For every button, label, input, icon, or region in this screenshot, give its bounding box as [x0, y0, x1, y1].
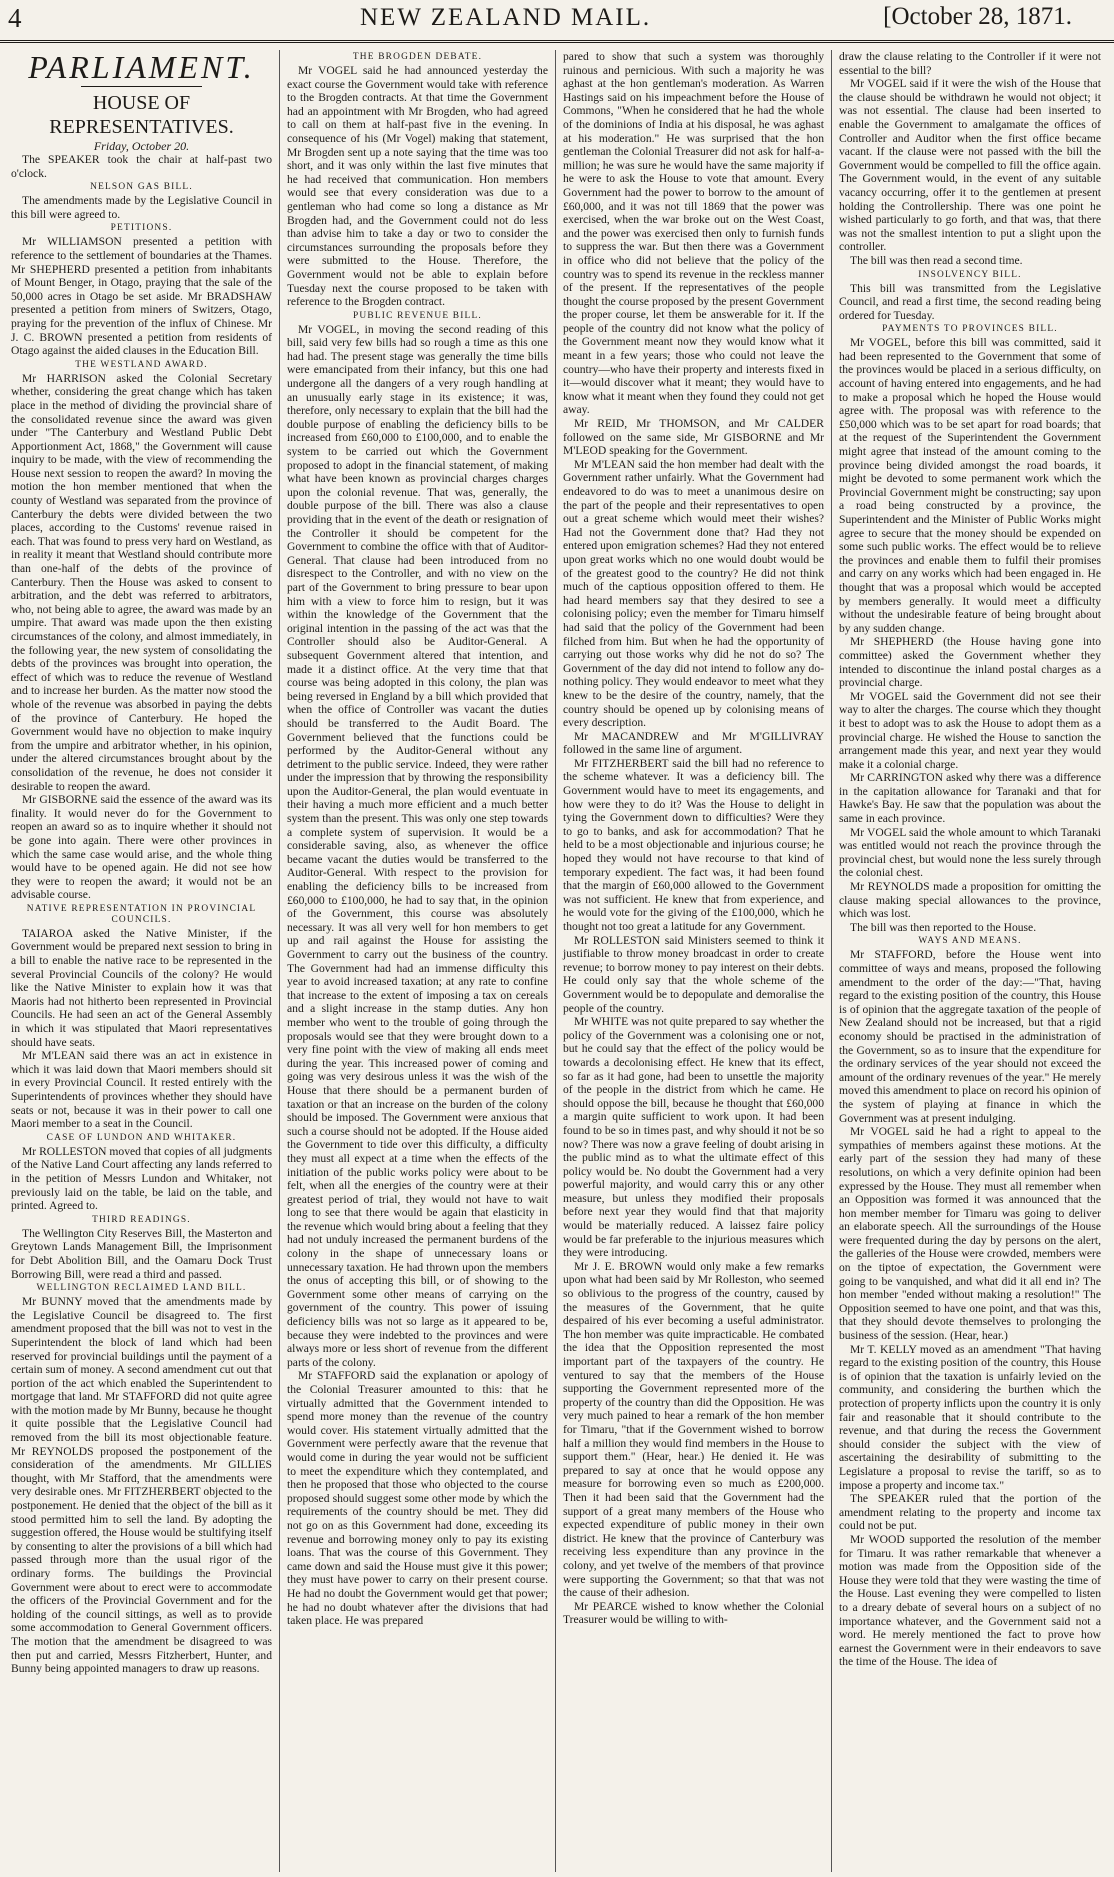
paragraph: draw the clause relating to the Controller if it were not essential to the bill?	[839, 50, 1101, 77]
subheading: NELSON GAS BILL.	[90, 182, 193, 193]
section-title: PARLIAMENT.	[28, 50, 255, 85]
issue-date: [October 28, 1871.	[883, 3, 1072, 30]
paragraph: Mr SHEPHERD (the House having gone into committee) asked the Government whether they intended to discontinue the inland postal charges as a provincial charge.	[839, 635, 1101, 690]
paragraph: Mr M'LEAN said there was an act in existence in which it was laid down that Maori members should sit in every Provincial Council. It rested entirely with the Superintendents of provinces whether they should have seats or not, because it was in their power to call one Maori member to a seat in the Council.	[11, 1049, 272, 1131]
paragraph: Mr ROLLESTON moved that copies of all judgments of the Native Land Court affecting any lands referred to in the petition of Messrs Lundon and Whitaker, not previously laid on the table, be laid on the table, and printed. Agreed to.	[11, 1144, 272, 1213]
subheading: WELLINGTON RECLAIMED LAND BILL.	[36, 1283, 247, 1294]
subheading: PUBLIC REVENUE BILL.	[353, 310, 482, 321]
column-4	[832, 50, 1108, 1872]
title-rule	[81, 86, 202, 87]
subheading: THE BROGDEN DEBATE.	[352, 52, 483, 62]
paragraph: Mr REID, Mr THOMSON, and Mr CALDER followed on the same side, Mr GISBORNE and Mr M'LEOD speaking for the Government.	[563, 417, 824, 458]
paragraph: This bill was transmitted from the Legislative Council, and read a first time, the second reading being ordered for Tuesday.	[839, 281, 1101, 322]
subheading: NATIVE REPRESENTATION IN PROVINCIAL COUNCILS.	[26, 903, 257, 925]
paragraph: Mr VOGEL, before this bill was committed, said it had been represented to the Government that some of the provinces would be placed in a serious difficulty, on account of having entered into engagements, and he had to make a proposal which he hoped the House would agree with. The proposal was with reference to the £50,000 which was to be set apart for road boards; that at the request of the Superintendent the Government might agree that instead of the amount coming to the province being divided amongst the road boards, it might be devoted to some permanent work which the Provincial Government might be constructing; say upon a road being constructed by a province, the Superintendent and the Minister of Public Works might agree to secure that the money should be expended on some such public works. The effect would be to relieve the provinces and enable them to fulfil their promises and carry on any works which had been engaged in. He thought that was a proposal which would be accepted by members generally. It would meet a difficulty without the undesirable feature of being brought about by any sudden change.	[839, 336, 1101, 635]
paragraph: Mr VOGEL said the whole amount to which Taranaki was entitled would not reach the province through the provincial chest, but would none the less surely through the colonial chest.	[839, 825, 1101, 880]
paragraph: Mr PEARCE wished to know whether the Colonial Treasurer would be willing to with-	[563, 1599, 824, 1627]
paragraph: The SPEAKER ruled that the portion of the amendment relating to the property and income tax could not be put.	[839, 1492, 1101, 1533]
paragraph: Mr HARRISON asked the Colonial Secretary whether, considering the great change which has taken place in the method of dividing the provincial share of the consolidated revenue since the award was given under "The Canterbury and Westland Public Debt Apportionment Act, 1868," the Government will cause inquiry to be made, with the view of recommending the House next session to reopen the award? In moving the motion the hon member mentioned that when the county of Westland was separated from the province of Canterbury the debts were divided between the two places, according to the Customs' revenue raised in each. That was found to press very hard on Westland, as in reality it meant that Westland should contribute more than one-half of the debts of the province of Canterbury. Then the House was asked to consent to arbitration, and the debt was referred to arbitrators, who, not being able to agree, the award was made by an umpire. That award was made upon the then existing circumstances of the colony, and almost immediately, in the following year, the new system of consolidating the debts of the provinces was brought into operation, the effect of which was to reduce the revenue of Westland and to increase her burden. As the matter now stood the whole of the revenue was absorbed in paying the debts of the province of Canterbury. He hoped the Government would have no objection to make inquiry from the umpire and arbitrator whether, in his opinion, under the altered circumstances brought about by the consolidation of the revenue, he does not consider it desirable to reopen the award.	[11, 371, 272, 793]
paragraph: The bill was then read a second time.	[850, 253, 1023, 267]
column-3	[556, 50, 832, 1872]
subheading: PAYMENTS TO PROVINCES BILL.	[882, 324, 1058, 335]
paragraph: The amendments made by the Legislative Council in this bill were agreed to.	[11, 194, 272, 221]
article-columns	[4, 50, 1110, 1872]
paragraph: Mr BUNNY moved that the amendments made by the Legislative Council be disagreed to. The first amendment proposed that the bill was not to vest in the Superintendent the block of land which had been reserved for provincial buildings until the payment of a certain sum of money. A second amendment cut out that portion of the act which enabled the Superintendent to mortgage that land. Mr STAFFORD did not quite agree with the motion made by Mr Bunny, because he thought it quite possible that the Legislative Council had removed from the bill its most objectionable feature. Mr REYNOLDS proposed the postponement of the consideration of the amendments. Mr GILLIES thought, with Mr Stafford, that the amendments were very desirable ones. Mr FITZHERBERT objected to the postponement. He denied that the object of the bill as it stood permitted him to sell the land. By adopting the suggestion offered, the House would be stultifying itself by consenting to alter the provisions of a bill which had passed through more than the usual rigor of the ordinary forms. The buildings the Provincial Government were about to erect were to accommodate the officers of the Provincial Government and for the holding of the council sittings, as well as to provide some accommodation to General Government officers. The motion that the amendment be disagreed to was then put and carried, Messrs Fitzherbert, Hunter, and Bunny being appointed managers to draw up reasons.	[11, 1295, 272, 1676]
paragraph: Mr VOGEL said he had announced yesterday the exact course the Government would take with reference to the Brogden contracts. At that time the Government had an appointment with Mr Brogden, who had agreed to call on them at half-past five in the evening. In consequence of his (Mr Vogel) making that statement, Mr Brogden sent up a note saying that the time was too short, and it was only within the last five minutes that he had received that communication. Hon members would see that every consideration was due to a gentleman who had come so long a distance as Mr Brogden had, and the Government could not do less than advise him to take a day or two to consider the circumstances surrounding the proposals before they were submitted to the House. Therefore, the Government would not be able to explain before Tuesday next the course proposed to be taken with reference to the Brogden contract.	[287, 64, 548, 309]
subheading: INSOLVENCY BILL.	[918, 269, 1022, 280]
paragraph: Mr WOOD supported the resolution of the member for Timaru. It was rather remarkable that whenever a motion was made from the Opposition side of the House they were told that they were wasting the time of the House. Last evening they were compelled to listen to a dreary debate of several hours on a subject of no importance whatever, and the Government said not a word. He merely mentioned the fact to prove how earnest the Government were in their endeavors to save the time of the House. The idea of	[839, 1532, 1101, 1669]
subheading: THE WESTLAND AWARD.	[75, 359, 208, 370]
paragraph: TAIAROA asked the Native Minister, if the Government would be prepared next session to bring in a bill to enable the native race to be represented in the several Provincial Councils of the colony? He would like the Native Minister to explain how it was that Maoris had not hitherto been represented in Provincial Councils. He had seen an act of the General Assembly in which it was stipulated that Maori representatives should have seats.	[11, 926, 272, 1049]
paragraph: Mr J. E. BROWN would only make a few remarks upon what had been said by Mr Rolleston, who seemed so oblivious to the progress of the country, caused by the measures of the Government, that he quite despaired of his ever becoming a useful administrator. The hon member was quite impracticable. He combated the idea that the Opposition represented the most important part of the taxpayers of the country. He ventured to say that the members of the House supporting the Government represented more of the property of the country than did the Opposition. He was very much pained to hear a remark of the hon member for Timaru, "that if the Government wished to borrow half a million they would find members in the House to support them." (Hear, hear.) He denied it. He was prepared to say at once that he would oppose any measure for borrowing even so much as £200,000. Then it had been said that the Government had the support of a great many members of the House who expected expenditure of public money in their own district. He knew that the province of Canterbury was receiving less expenditure than any province in the colony, and yet twelve of the members of that province were supporting the Government; so that that was not the cause of their adhesion.	[563, 1259, 824, 1600]
paragraph: Mr STAFFORD, before the House went into committee of ways and means, proposed the following amendment to the order of the day:—"That, having regard to the existing position of the country, this House is of opinion that the aggregate taxation of the people of New Zealand should not be increased, but that a rigid economy should be practised in the administration of the Government, so as to insure that the expenditure for the ordinary services of the year should not exceed the amount of the ordinary revenues of the year." He merely moved this amendment to place on record his opinion of the system of playing at finance in which the Government was at present indulging.	[839, 948, 1101, 1125]
paragraph: Mr WILLIAMSON presented a petition with reference to the settlement of boundaries at the Thames. Mr SHEPHERD presented a petition from inhabitants of Mount Benger, in Otago, praying that the sale of the 50,000 acres in Otago be set aside. Mr BRADSHAW presented a petition from miners of Switzers, Otago, praying for the prevention of the influx of Chinese. Mr J. C. BROWN presented a petition from residents of Otago against the aided clauses in the Education Bill.	[11, 235, 272, 358]
column-2	[280, 50, 556, 1872]
paragraph: Mr GISBORNE said the essence of the award was its finality. It would never do for the Government to reopen an award so as to inquire whether it should not be gone into again. There were other provinces in which the same case would arise, and the whole thing would have to be opened again. He did not see how they were to reopen the award; it would not be an advisable course.	[11, 793, 272, 902]
chamber-heading: HOUSE OF REPRESENTATIVES.	[49, 92, 234, 138]
subheading: THIRD READINGS.	[92, 1214, 191, 1225]
paragraph: Mr VOGEL said he had a right to appeal to the sympathies of members against these motions. At the early part of the session they had many of these resolutions, on which a very definite opinion had been expressed by the House. They must all remember when an Opposition was formed it was announced that the hon member member for Timaru was going to deliver an elaborate speech. All the surroundings of the House were frequented during the day by persons on the alert, the galleries of the House were crowded, members were on the tiptoe of expectation, the Government were going to be vanquished, and what did it all end in? The hon member "ended without making a resolution!" The Opposition seemed to have one point, and that was this, that they should devote themselves to prolonging the business of the session. (Hear, hear.)	[839, 1125, 1101, 1343]
paragraph: Mr CARRINGTON asked why there was a difference in the capitation allowance for Taranaki and that for Hawke's Bay. He saw that the population was about the same in each province.	[839, 771, 1101, 826]
column-1	[4, 50, 280, 1872]
subheading: CASE OF LUNDON AND WHITAKER.	[46, 1132, 237, 1143]
paragraph: The SPEAKER took the chair at half-past two o'clock.	[11, 153, 272, 180]
sitting-date: Friday, October 20.	[93, 139, 190, 153]
masthead	[0, 0, 1114, 43]
paragraph: Mr STAFFORD said the explanation or apology of the Colonial Treasurer amounted to this: that he virtually admitted that the Government intended to spend more money than the revenue of the country would cover. His statement virtually admitted that the Government were perfectly aware that the revenue that would come in during the year would not be sufficient to meet the expenditure which they contemplated, and then he proposed that those who objected to the course proposed should suggest some other mode by which the requirements of the country should be met. They did not go on as this Government had done, exceeding its revenue and borrowing money only to pay its existing loans. That was the course of this Government. They came down and said the House must give it this power; they must have power to carry on their present course. He had no doubt the Government would get that power; he had no doubt whatever after the divisions that had taken place. He was prepared	[287, 1369, 548, 1628]
paragraph: Mr T. KELLY moved as an amendment "That having regard to the existing position of the country, this House is of opinion that the taxation is unfairly levied on the community, and considering the burthen which the protection of property inflicts upon the country it is only fair and reasonable that it should contribute to the revenue, and that during the recess the Government should consider the subject with the view of ascertaining the desirability of submitting to the Legislature a proposal to revise the tariff, so as to impose a property and income tax."	[839, 1342, 1101, 1492]
newspaper-title: NEW ZEALAND MAIL.	[360, 4, 652, 31]
subheading: PETITIONS.	[110, 223, 173, 234]
paragraph: Mr REYNOLDS made a proposition for omitting the clause making special allowances to the province, which was lost.	[839, 880, 1101, 921]
paragraph: pared to show that such a system was thoroughly ruinous and pernicious. With such a majority he was aghast at the hon gentleman's moderation. As Warren Hastings said on his impeachment before the House of Commons, "When he considered that he had the whole of the dominions of India at his disposal, he was aghast at his moderation." He was surprised that the hon gentleman the Colonial Treasurer did not ask for half-a-million; he was sure he would have the same majority if he were to ask the House to vote that amount. Every Government had the power to borrow to the amount of £60,000, and it was not till 1869 that the power was exercised, when the war broke out on the West Coast, and the power was exercised then only to furnish funds to suppress the war. But then there was a Government in office who did not believe that the policy of the country was to spend its revenue in the reckless manner of the present. If the representatives of the people thought the course proposed by the present Government the proper course, let them be answerable for it. If the people of the country did not know what the policy of the Government meant now they would know what it meant in a few years; those who could not leave the country—who have their property and interests fixed in it—would discover what it meant; they would have to know what it meant when they found they could not get away.	[563, 50, 824, 417]
paragraph: Mr M'LEAN said the hon member had dealt with the Government rather unfairly. What the Government had endeavored to do was to meet a unanimous desire on the part of the people and their representatives to open out a great scheme which would meet their wishes? Had not the Government done that? Had they not entered upon emigration schemes? Had they not entered upon great works which no one would doubt would be of the greatest good to the country? He did not think much of the captious opposition offered to them. He had heard members say that they desired to see a colonising policy; even the member for Timaru himself had said that the policy of the Government had been filched from him. But when he had the opportunity of carrying out those works why did he not do so? The Government of the day did not intend to follow any do-nothing policy. They would endeavor to meet what they knew to be the desire of the country, namely, that the country should be opened up by colonising means of every description.	[563, 457, 824, 730]
paragraph: Mr VOGEL said the Government did not see their way to alter the charges. The course which they thought it best to adopt was to ask the House to adopt them as a provincial charge. He wished the House to sanction the arrangement made this year, and next year they would make it a colonial charge.	[839, 689, 1101, 771]
subheading: WAYS AND MEANS.	[918, 936, 1022, 947]
page-number: 4	[8, 3, 22, 33]
paragraph: Mr VOGEL said if it were the wish of the House that the clause should be withdrawn he would not object; it was not essential. The clause had been inserted to enable the Government to amalgamate the offices of Controller and Auditor when the first office became vacant. If the clause were not passed with the bill the Government would be compelled to fill the office again. The Government would, in the event of any suitable vacancy occurring, offer it to the gentlemen at present holding the Controllership. There was one point he wished particularly to go forth, and that was, that there was not the smallest intention to put a slight upon the controller.	[839, 77, 1101, 254]
paragraph: The bill was then reported to the House.	[850, 920, 1037, 934]
paragraph: Mr MACANDREW and Mr M'GILLIVRAY followed in the same line of argument.	[563, 729, 824, 757]
paragraph: Mr VOGEL, in moving the second reading of this bill, said very few bills had so rough a time as this one had had. The present stage was generally the time bills were emancipated from their infancy, but this one had undergone all the dangers of a very rough handling at an unusually early stage in its existence; it was, therefore, only necessary to explain that the bill had the double purpose of enabling the deficiency bills to be increased from £60,000 to £100,000, and to enable the system to be carried out which the Government proposed to adopt in the financial statement, of making what have been known as provincial charges charges upon the colonial revenue. That was, generally, the double purpose of the bill. There was also a clause providing that in the event of the death or resignation of the Controller it should be competent for the Government to combine the office with that of Auditor-General. That clause had been introduced from no disrespect to the Controller, and with no view on the part of the Government to bring pressure to bear upon him with a view to force him to resign, but it was within the knowledge of the Government that the original intention in the passing of the act was that the Controller should also be Auditor-General. A subsequent Government altered that intention, and made it a distinct office. At the very time that that course was being adopted in this colony, the plan was being reversed in England by a bill which provided that when the office of Controller was vacant the duties should be transferred to the Audit Board. The Government believed that the functions could be performed by the Auditor-General without any detriment to the public service. Indeed, they were rather under the impression that by throwing the responsibility upon the Auditor-General, the plan would eventuate in their having a much more efficient and a much better system than the present. This was only one step towards a complete system of supervision. It would be a considerable saving, also, as whenever the office became vacant the duties would be transferred to the Auditor-General. With respect to the provision for enabling the deficiency bills to be increased from £60,000 to £100,000, he had to say that, in the opinion of the Government, this course was absolutely necessary. It was all very well for hon members to get up and rail against the House for assisting the Government to carry out the business of the country. The Government had had an immense difficulty this year to avoid increased taxation; at any rate to confine that increase to the extent of imposing a tax on cereals and a slight increase in the stamp duties. Any hon member who went to the trouble of going through the proposals would see that they were brought down to a very fine point with the view of making all ends meet during the year. This increased power of coming and going was very desirous unless it was the wish of the House that there should be a permanent burden of taxation or that an increase on the burden of the colony should be imposed. The Government were anxious that such a course should not be adopted. If the House aided the Government to tide over this difficulty, a difficulty they must all expect at a time when the effects of the initiation of the public works policy were about to be felt, when all the energies of the country were at their greatest period of trial, they would not have to wait long to see that there would be again that elasticity in the revenue which would bring about a feeling that they had not unduly increased the permanent burdens of the colony in the shape of unnecessary loans or unnecessary taxation. He had thrown upon the members the onus of accepting this bill, or of showing to the Government some other means of carrying on the government of the country. This power of issuing deficiency bills was not so large as it appeared to be, because they were indebted to the provinces and were always more or less short of revenue from the different parts of the colony.	[287, 322, 548, 1369]
paragraph: Mr WHITE was not quite prepared to say whether the policy of the Government was a colonising one or not, but he could say that the effect of the policy would be towards a decolonising effect. He knew that its effect, so far as it had gone, had been to unsettle the majority of the people in the district from which he came. He should oppose the bill, because he thought that £60,000 a margin quite sufficient to work upon. It had been found to be so in times past, and why should it not be so now? There was now a grave feeling of doubt arising in the public mind as to what the ultimate effect of this policy would be. No doubt the Government had a very powerful majority, and would carry this or any other measure, but unless they modified their proposals before next year they would find that that majority would be materially reduced. A laissez faire policy would be far preferable to the injurious measures which they were introducing.	[563, 1015, 824, 1260]
paragraph: Mr ROLLESTON said Ministers seemed to think it justifiable to throw money broadcast in order to create revenue; to borrow money to pay interest on their debts. He could only say that the whole scheme of the Government would be to depopulate and demoralise the people of the country.	[563, 933, 824, 1015]
paragraph: The Wellington City Reserves Bill, the Masterton and Greytown Lands Management Bill, the Imprisonment for Debt Abolition Bill, and the Oamaru Dock Trust Borrowing Bill, were read a third and passed.	[11, 1226, 272, 1281]
paragraph: Mr FITZHERBERT said the bill had no reference to the scheme whatever. It was a deficiency bill. The Government would have to meet its engagements, and how were they to do it? Was the House to delight in tying the Government down to difficulties? Were they to go to banks, and ask for accommodation? That he held to be a most objectionable and injurious course; he hoped they would not have recourse to that kind of temporary expedient. The fact was, it had been found that the margin of £60,000 allowed to the Government was not sufficient. He knew that from experience, and he would vote for the giving of the £100,000, which he thought not too great a latitude for any Government.	[563, 756, 824, 933]
